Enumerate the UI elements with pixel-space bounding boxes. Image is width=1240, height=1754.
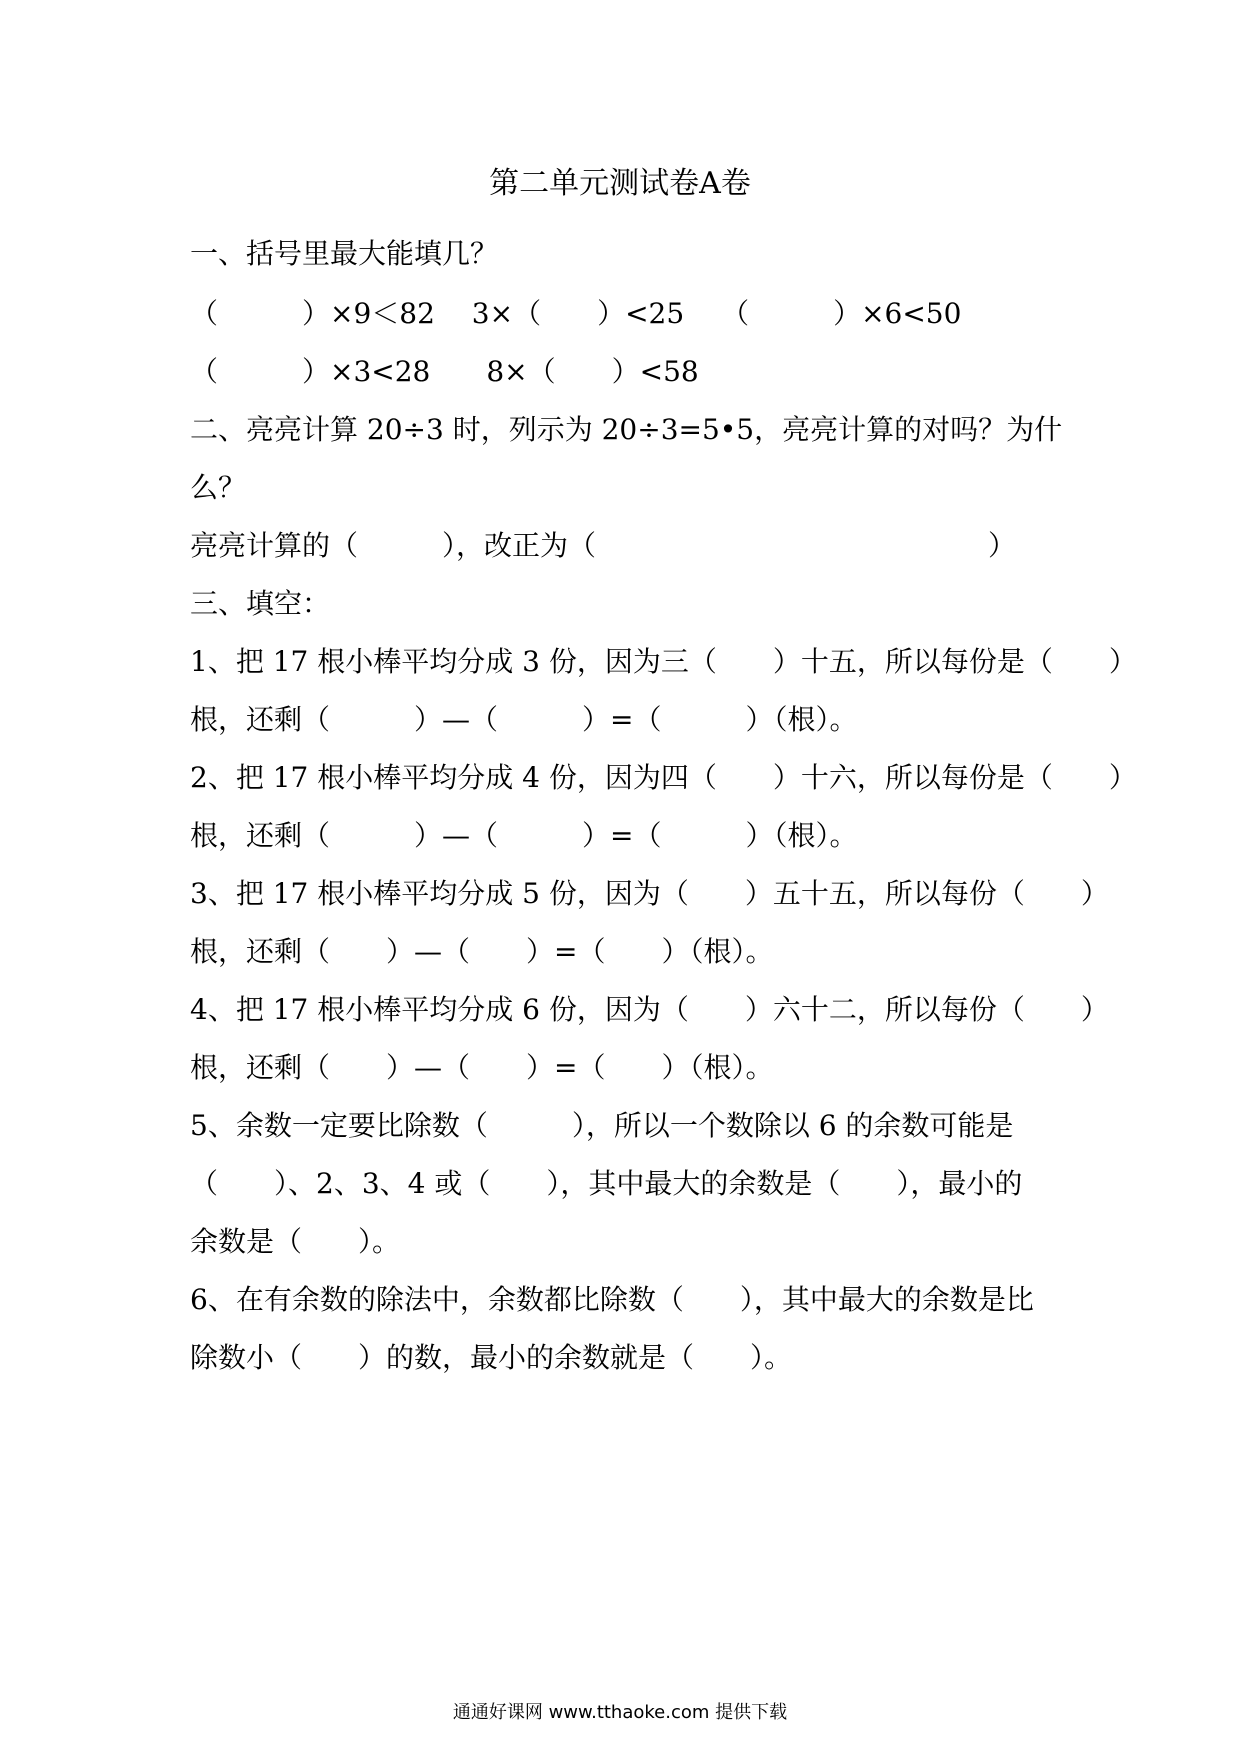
item-6-line-2: 除数小（ ）的数，最小的余数就是（ ）。: [190, 1341, 793, 1374]
item-5-line-1: 5、余数一定要比除数（ ），所以一个数除以 6 的余数可能是: [190, 1109, 1014, 1142]
section-1-row-2: （ ）×3<28 8×（ ）<58: [190, 355, 699, 388]
item-1-line-2: 根，还剩（ ）—（ ）=（ ）（根）。: [190, 703, 858, 736]
item-3-line-1: 3、把 17 根小棒平均分成 5 份，因为（ ）五十五，所以每份（ ）: [190, 877, 1109, 910]
item-5-line-2: （ ）、2、3、4 或（ ），其中最大的余数是（ ），最小的: [190, 1167, 1023, 1200]
item-2-line-2: 根，还剩（ ）—（ ）=（ ）（根）。: [190, 819, 858, 852]
footer-credit: 通通好课网 www.tthaoke.com 提供下载: [452, 1702, 788, 1723]
item-4-line-2: 根，还剩（ ）—（ ）=（ ）（根）。: [190, 1051, 774, 1084]
page-title: 第二单元测试卷A卷: [489, 166, 751, 201]
item-6-line-1: 6、在有余数的除法中，余数都比除数（ ），其中最大的余数是比: [190, 1283, 1034, 1316]
item-3-line-2: 根，还剩（ ）—（ ）=（ ）（根）。: [190, 935, 774, 968]
item-1-line-1: 1、把 17 根小棒平均分成 3 份，因为三（ ）十五，所以每份是（ ）: [190, 645, 1137, 678]
section-2-question-cont: 么？: [190, 471, 247, 504]
section-1-row-1: （ ）×9＜82 3×（ ）<25 （ ）×6<50: [190, 297, 962, 330]
section-3-heading: 三、填空：: [190, 587, 331, 620]
section-2-answer: 亮亮计算的（ ），改正为（ ）: [190, 529, 1017, 562]
item-4-line-1: 4、把 17 根小棒平均分成 6 份，因为（ ）六十二，所以每份（ ）: [190, 993, 1109, 1026]
section-1-heading: 一、括号里最大能填几？: [190, 237, 499, 270]
item-5-line-3: 余数是（ ）。: [190, 1225, 401, 1258]
section-2-question: 二、亮亮计算 20÷3 时，列示为 20÷3=5•5，亮亮计算的对吗？为什: [190, 413, 1063, 446]
item-2-line-1: 2、把 17 根小棒平均分成 4 份，因为四（ ）十六，所以每份是（ ）: [190, 761, 1137, 794]
